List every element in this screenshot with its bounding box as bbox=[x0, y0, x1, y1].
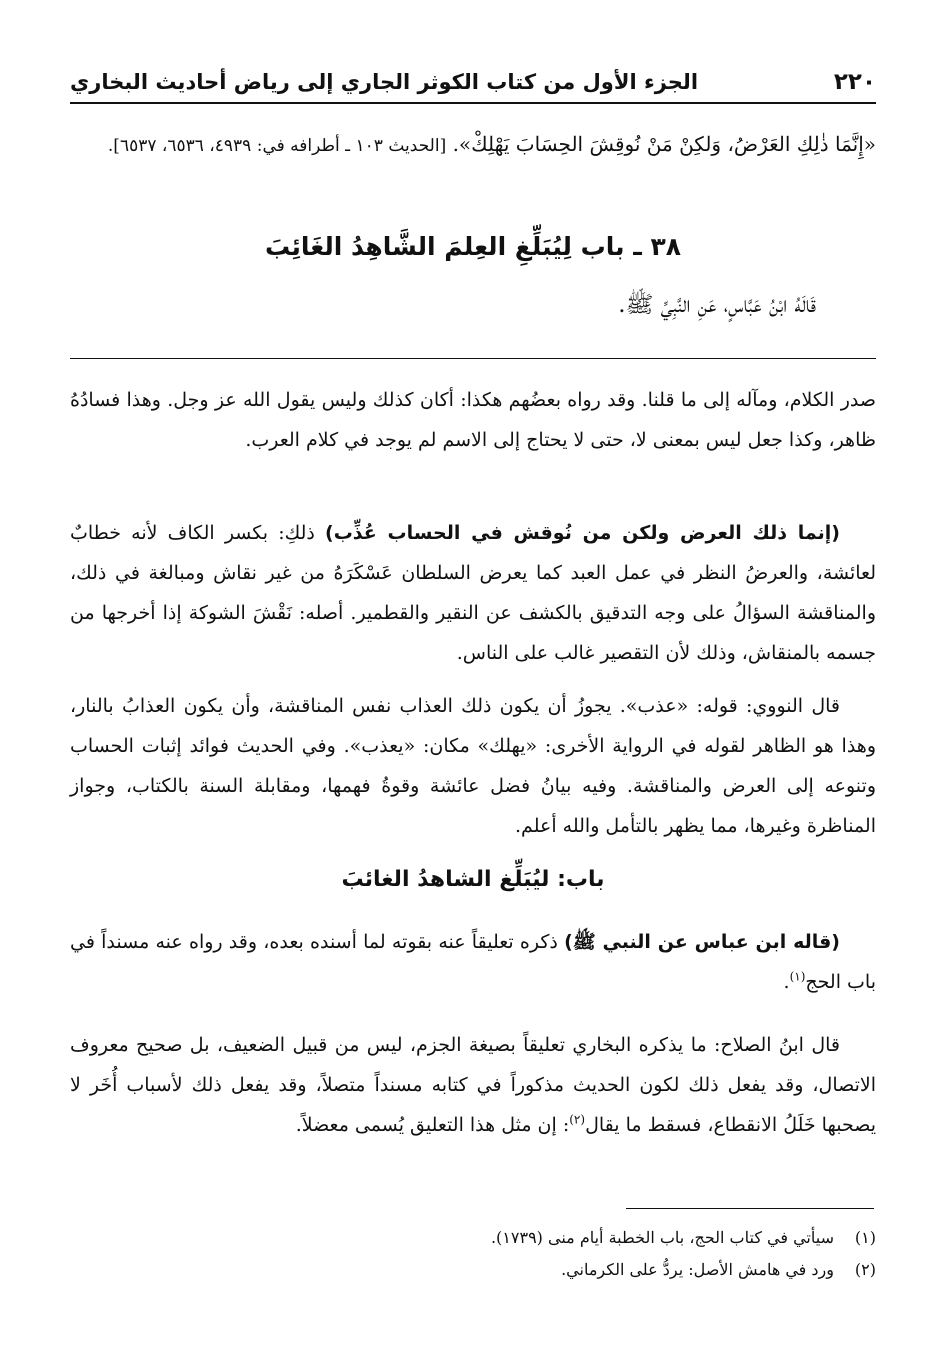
footnote bbox=[70, 1222, 876, 1254]
quoted-hadith-phrase: (قاله ابن عباس عن النبي ﷺ) bbox=[564, 931, 840, 953]
hadith-reference: [الحديث ١٠٣ ـ أطرافه في: ٤٩٣٩، ٦٥٣٦، ٦٥٣٧]. bbox=[107, 136, 447, 156]
footnote-number: (١) bbox=[854, 1228, 876, 1247]
footnote bbox=[70, 1254, 876, 1286]
footnote-ref[interactable]: (٢) bbox=[569, 1112, 586, 1127]
footnote-number: (٢) bbox=[854, 1260, 876, 1279]
quoted-hadith-phrase: (إنما ذلك العرض ولكن من نُوقش في الحساب عُذِّب) bbox=[325, 522, 840, 544]
footnote-text: سيأتي في كتاب الحج، باب الخطبة أيام منى (١٧٣٩). bbox=[490, 1228, 834, 1247]
page-number: ٢٢٠ bbox=[833, 69, 876, 95]
commentary-paragraph: (قاله ابن عباس عن النبي ﷺ) ذكره تعليقاً عنه بقوته لما أسنده بعده، وقد رواه عنه مسنداً في باب الحج$^{(١)}$. bbox=[70, 931, 876, 993]
chapter-title: ٣٨ ـ باب لِيُبَلِّغِ العِلمَ الشَّاهِدُ الغَائِبَ bbox=[264, 232, 682, 261]
commentary-text: ذكره تعليقاً عنه بقوته لما أسنده بعده، وقد رواه عنه مسنداً في باب الحج bbox=[70, 931, 876, 993]
section-divider bbox=[70, 358, 876, 359]
commentary-paragraph bbox=[70, 686, 876, 846]
commentary-text: قال النووي: قوله: «عذب». يجوزُ أن يكون ذلك العذاب نفس المناقشة، وأن يكون العذابُ بالنار، وهذا هو الظاهر لقوله في الرواية الأخرى: «يهلك» مكان: «يعذب». وفي الحديث فوائد إثبات الحساب وتنوعه إلى العرض والمناقشة. وفيه بيانُ فضل عائشة وقوةُ فهمها، ومقابلة السنة بالكتاب، وجواز المناظرة وغيرها، مما يظهر بالتأمل والله أعلم. bbox=[70, 695, 876, 837]
hadith-quote: «إِنَّمَا ذٰلِكِ العَرْضُ، وَلكِنْ مَنْ نُوقِشَ الحِسَابَ يَهْلِكْ». bbox=[452, 132, 876, 156]
commentary-text: صدر الكلام، ومآله إلى ما قلنا. وقد رواه بعضُهم هكذا: أكان كذلك وليس يقول الله عز وجل. وهذا فسادُهُ ظاهر، وكذا جعل ليس بمعنى لا، حتى لا يحتاج إلى الاسم لم يوجد في كلام العرب. bbox=[70, 389, 876, 451]
commentary-paragraph: قال ابنُ الصلاح: ما يذكره البخاري تعليقاً بصيغة الجزم، ليس من قبيل الضعيف، بل صحيح معروف الاتصال، وقد يفعل ذلك لكون الحديث مذكوراً في كتابه مسنداً متصلاً، وقد يفعل ذلك لأسباب أُخَر لا يصحبها خَلَلُ الانقطاع، فسقط ما يقال$^{(٢)}$: إن مثل هذا التعليق يُسمى معضلاً. bbox=[70, 1034, 876, 1136]
chapter-subtitle: قَالَهُ ابْنُ عَبَّاسٍ، عَنِ النَّبِيِّ ﷺ. bbox=[618, 292, 816, 318]
running-header bbox=[70, 62, 876, 104]
commentary-text: ذلكِ: بكسر الكاف لأنه خطابٌ لعائشة، والعرضُ النظر في عمل العبد كما يعرض السلطان عَسْكَرَهُ من غير نقاش ومبالغة في ذلك، والمناقشة السؤالُ على وجه التدقيق بالكشف عن النقير والقطمير. أصله: نَقْشَ الشوكة إذا أخرجها من جسمه بالمنقاش، وذلك لأن التقصير غالب على الناس. bbox=[70, 522, 877, 664]
section-heading: باب: ليُبَلِّغ الشاهدُ الغائبَ bbox=[341, 867, 605, 892]
hadith-text bbox=[70, 124, 876, 167]
header-title: الجزء الأول من كتاب الكوثر الجاري إلى رياض أحاديث البخاري bbox=[70, 70, 699, 94]
footnote-text: ورد في هامش الأصل: يردُّ على الكرماني. bbox=[561, 1260, 834, 1279]
footnote-ref[interactable]: (١) bbox=[789, 969, 806, 984]
footnotes bbox=[70, 1222, 876, 1286]
commentary-paragraph bbox=[70, 380, 876, 460]
commentary-text: قال ابنُ الصلاح: ما يذكره البخاري تعليقاً بصيغة الجزم، ليس من قبيل الضعيف، بل صحيح معروف الاتصال، وقد يفعل ذلك لكون الحديث مذكوراً في كتابه مسنداً متصلاً، وقد يفعل ذلك لأسباب أُخَر لا يصحبها خَلَلُ الانقطاع، فسقط ما يقال bbox=[70, 1034, 876, 1136]
footnote-divider bbox=[626, 1208, 874, 1209]
commentary-paragraph bbox=[70, 513, 876, 673]
